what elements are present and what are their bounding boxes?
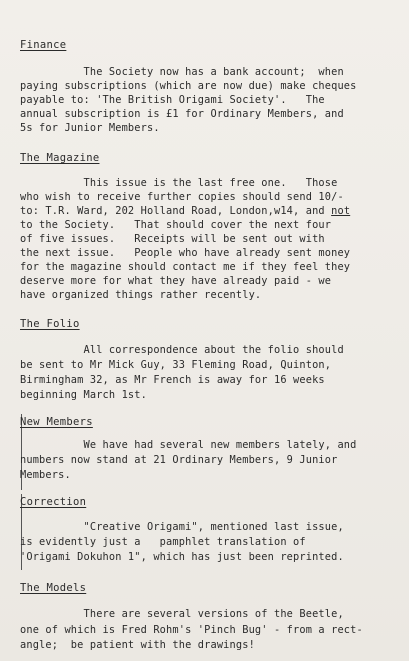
models-line-3: angle; be patient with the drawings! — [20, 639, 255, 651]
folio-line-1: All correspondence about the folio should — [20, 344, 344, 356]
finance-line-5: 5s for Junior Members. — [20, 122, 160, 134]
underlined-not: not — [331, 205, 351, 217]
folio-line-3: Birmingham 32, as Mr French is away for 16 weeks — [20, 374, 325, 386]
magazine-line-3 — [20, 206, 350, 216]
magazine-line-8: deserve more for what they have already paid - we — [20, 275, 332, 287]
models-line-2: one of which is Fred Rohm's 'Pinch Bug' - from a rect- — [20, 624, 363, 636]
folio-line-4: beginning March 1st. — [20, 389, 147, 401]
new-members-line-3: Members. — [20, 469, 71, 481]
correction-line-1: "Creative Origami", mentioned last issue, — [20, 521, 344, 533]
magazine-line-4: to the Society. That should cover the next four — [20, 219, 332, 231]
heading-magazine: The Magazine — [20, 152, 100, 164]
new-members-line-2: numbers now stand at 21 Ordinary Members, 9 Junior — [20, 454, 338, 466]
heading-models: The Models — [20, 582, 87, 594]
heading-finance: Finance — [20, 39, 67, 51]
heading-folio: The Folio — [20, 318, 80, 330]
finance-line-1: The Society now has a bank account; when — [20, 66, 344, 78]
heading-new-members: New Members — [20, 416, 93, 428]
folio-line-2: be sent to Mr Mick Guy, 33 Fleming Road, Quinton, — [20, 359, 332, 371]
correction-line-3: 'Origami Dokuhon 1", which has just been reprinted. — [20, 551, 344, 563]
magazine-line-9: have organized things rather recently. — [20, 289, 262, 301]
magazine-line-7: for the magazine should contact me if they feel they — [20, 261, 351, 273]
finance-line-4: annual subscription is £1 for Ordinary Members, and — [20, 108, 344, 120]
heading-correction: Correction — [20, 496, 87, 508]
finance-line-2: paying subscriptions (which are now due) make cheques — [20, 80, 357, 92]
magazine-line-1: This issue is the last free one. Those — [20, 177, 338, 189]
models-line-1: There are several versions of the Beetle, — [20, 608, 344, 620]
correction-line-2: is evidently just a pamphlet translation of — [20, 536, 306, 548]
magazine-line-2: who wish to receive further copies should send 10/- — [20, 191, 344, 203]
magazine-line-3-text: to: T.R. Ward, 202 Holland Road, London,w14, and — [20, 205, 332, 217]
magazine-line-6: the next issue. People who have already sent money — [20, 247, 351, 259]
new-members-line-1: We have had several new members lately, and — [20, 439, 357, 451]
finance-line-3: payable to: 'The British Origami Society'. The — [20, 94, 325, 106]
magazine-line-5: of five issues. Receipts will be sent out with — [20, 233, 325, 245]
